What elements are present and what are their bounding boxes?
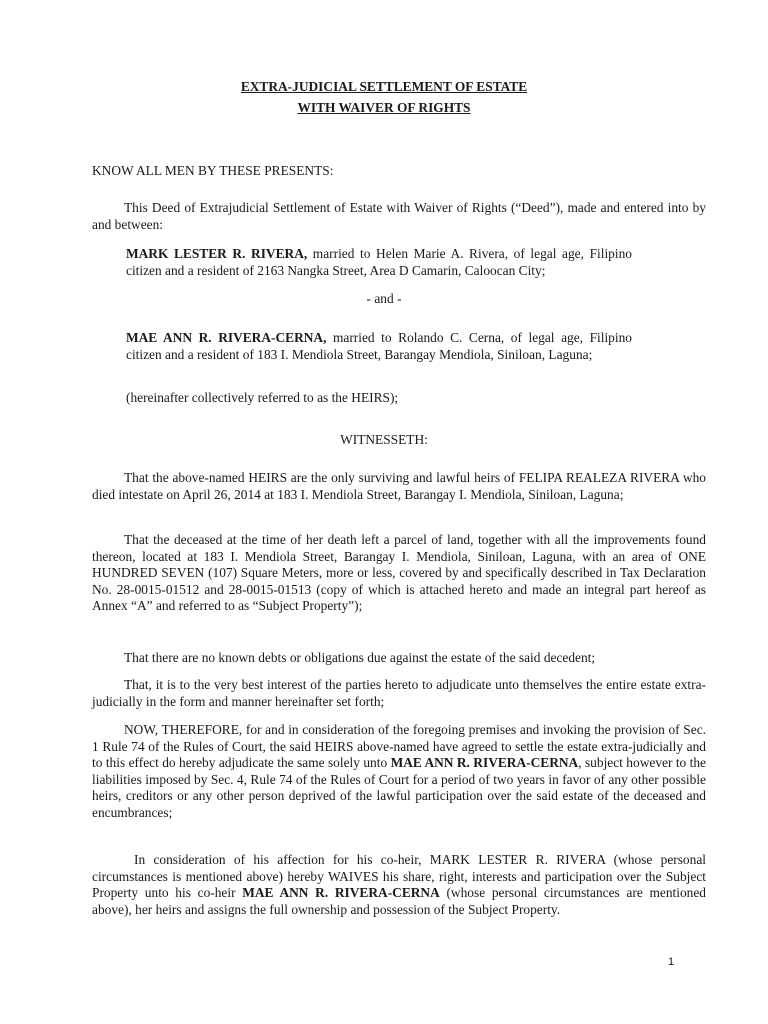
party-1-details: married to Helen Marie A. Rivera, of legal age, Filipino citizen and a resident of 2163 Nangka Street, Area D Camarin, Caloocan City; (126, 246, 632, 278)
document-subtitle: WITH WAIVER OF RIGHTS (297, 100, 471, 115)
opening-line: KNOW ALL MEN BY THESE PRESENTS: (92, 163, 334, 178)
paragraph-waiver (92, 852, 706, 918)
paragraph-interest: That, it is to the very best interest of the parties hereto to adjudicate unto themselves the entire estate extra-judicially in the form and manner hereinafter set forth; (92, 677, 706, 709)
paragraph-property: That the deceased at the time of her death left a parcel of land, together with all the improvements found thereon, located at 183 I. Mendiola Street, Barangay I. Mendiola, Siniloan, Laguna, with an area of ONE HUNDRED SEVEN (107) Square Meters, more or less, covered by and specifically described in Tax Declaration No. 28-0015-01512 and 28-0015-01513 (copy of which is attached hereto and made an integral part hereof as Annex “A” and referred to as “Subject Property”); (92, 532, 706, 613)
party-2 (126, 330, 632, 363)
waiver-text-1: In consideration of his affection for his co-heir, MARK LESTER R. RIVERA (whose personal circumstances is mentioned above) hereby WAIVES his share, right, interests and participation over the Subject Property unto his co-heir (92, 852, 706, 900)
and-separator: - and - (366, 291, 402, 306)
now-therefore-heir-name: MAE ANN R. RIVERA-CERNA (390, 755, 579, 770)
witnesseth-heading: WITNESSETH: (340, 432, 428, 447)
now-therefore-text-2: , subject however to the liabilities imposed by Sec. 4, Rule 74 of the Rules of Court for a period of two years in favor of any other possible heirs, creditors or any other person deprived of the lawful participation over the said estate of the deceased and encumbrances; (92, 755, 706, 820)
waiver-text-2: (whose personal circumstances are mentioned above), her heirs and assigns the full ownership and possession of the Subject Property. (92, 885, 706, 917)
now-therefore-text-1: NOW, THEREFORE, for and in consideration of the foregoing premises and invoking the provision of Sec. 1 Rule 74 of the Rules of Court, the said HEIRS above-named have agreed to settle the estate extra-judicially and to this effect do hereby adjudicate the same solely unto (92, 722, 706, 770)
waiver-heir-name: MAE ANN R. RIVERA-CERNA (242, 885, 440, 900)
paragraph-heirs: That the above-named HEIRS are the only surviving and lawful heirs of FELIPA REALEZA RIVERA who died intestate on April 26, 2014 at 183 I. Mendiola Street, Barangay I. Mendiola, Siniloan, Laguna; (92, 470, 706, 502)
hereinafter-line: (hereinafter collectively referred to as the HEIRS); (126, 390, 399, 405)
party-1 (126, 246, 632, 279)
party-2-details: married to Rolando C. Cerna, of legal age, Filipino citizen and a resident of 183 I. Mendiola Street, Barangay Mendiola, Siniloan, Laguna; (126, 330, 632, 362)
intro-paragraph: This Deed of Extrajudicial Settlement of Estate with Waiver of Rights (“Deed”), made and entered into by and between: (92, 200, 706, 232)
paragraph-debts: That there are no known debts or obligations due against the estate of the said decedent; (124, 650, 596, 665)
party-1-name: MARK LESTER R. RIVERA, (126, 246, 308, 261)
document-title: EXTRA-JUDICIAL SETTLEMENT OF ESTATE (240, 79, 528, 94)
paragraph-now-therefore (92, 722, 706, 821)
page-number: 1 (668, 956, 675, 968)
party-2-name: MAE ANN R. RIVERA-CERNA, (126, 330, 327, 345)
